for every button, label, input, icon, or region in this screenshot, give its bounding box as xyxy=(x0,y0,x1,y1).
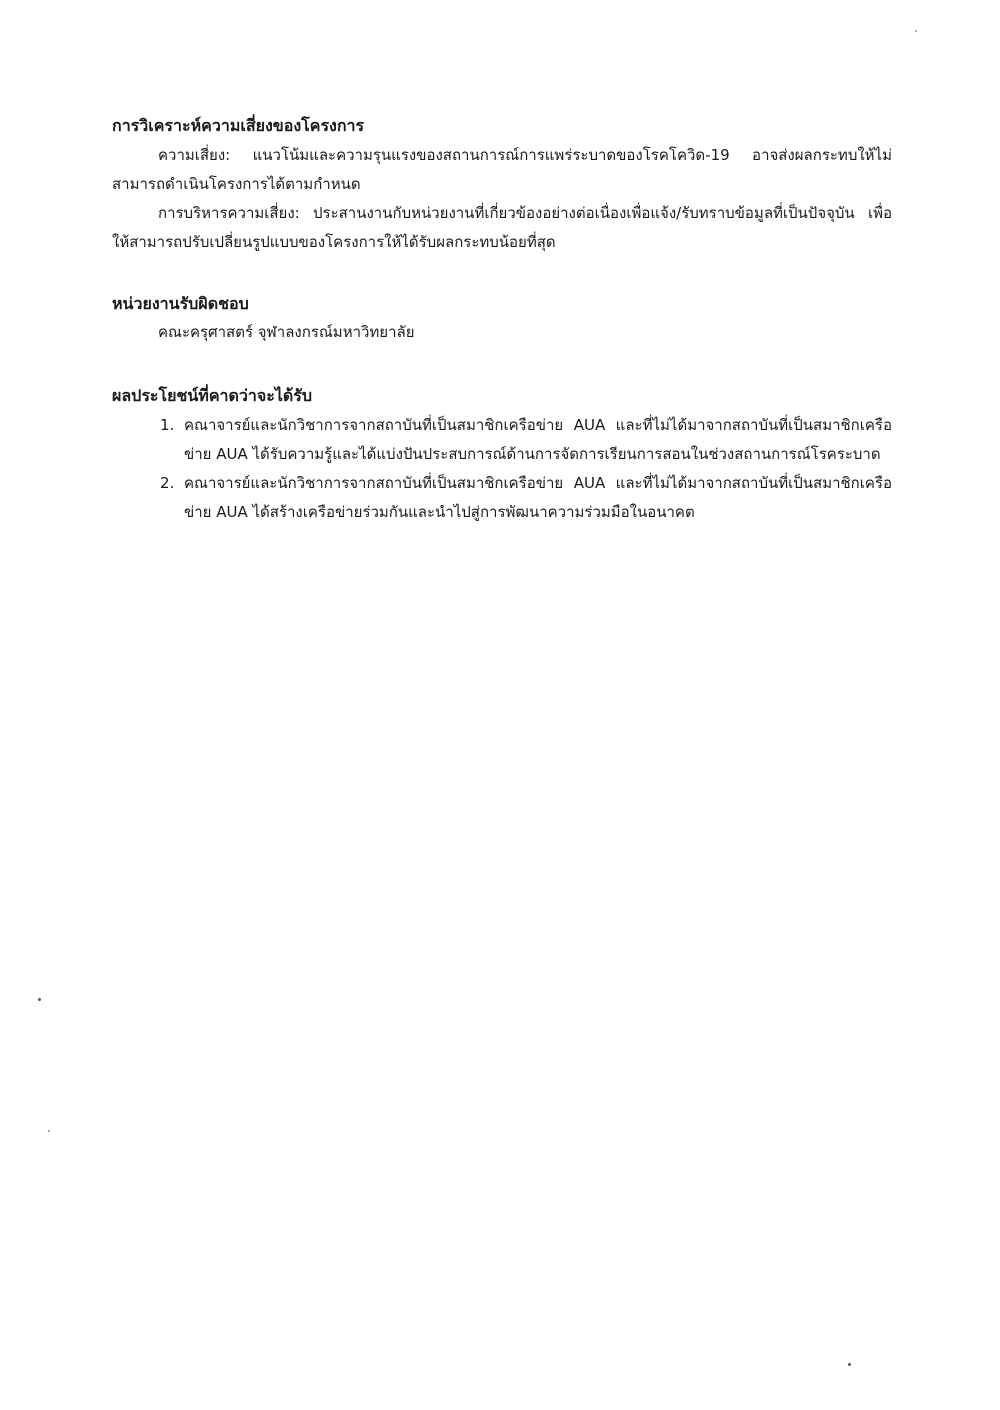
benefit-text: คณาจารย์และนักวิชาการจากสถาบันที่เป็นสมาชิกเครือข่าย AUA และที่ไม่ได้มาจากสถาบันที่เป็นสมาชิกเครือข่าย AUA ได้สร้างเครือข่ายร่วมกันและนำไปสู่การพัฒนาความร่วมมือในอนาคต xyxy=(184,474,892,521)
responsible-unit-section xyxy=(112,290,892,347)
scan-speck xyxy=(48,1130,50,1132)
benefit-number: 2. xyxy=(160,474,175,492)
benefit-text: คณาจารย์และนักวิชาการจากสถาบันที่เป็นสมาชิกเครือข่าย AUA และที่ไม่ได้มาจากสถาบันที่เป็นสมาชิกเครือข่าย AUA ได้รับความรู้และได้แบ่งปันประสบการณ์ด้านการจัดการเรียนการสอนในช่วงสถานการณ์โรคระบาด xyxy=(184,416,892,463)
risk-paragraph: ความเสี่ยง: แนวโน้มและความรุนแรงของสถานการณ์การแพร่ระบาดของโรคโควิด-19 อาจส่งผลกระทบให้ไม่สามารถดำเนินโครงการได้ตามกำหนด xyxy=(112,146,892,193)
scan-speck xyxy=(848,1363,851,1366)
responsible-unit-name: คณะครุศาสตร์ จุฬาลงกรณ์มหาวิทยาลัย xyxy=(158,323,415,341)
risk-analysis-section xyxy=(112,112,892,257)
responsible-unit-heading: หน่วยงานรับผิดชอบ xyxy=(112,294,249,313)
expected-benefits-heading: ผลประโยชน์ที่คาดว่าจะได้รับ xyxy=(112,386,313,405)
benefit-number: 1. xyxy=(160,416,175,434)
benefits-list xyxy=(112,411,892,527)
scan-speck xyxy=(915,30,917,32)
risk-analysis-heading: การวิเคราะห์ความเสี่ยงของโครงการ xyxy=(112,116,365,135)
expected-benefits-section xyxy=(112,382,892,527)
benefit-item xyxy=(112,411,892,469)
scan-speck xyxy=(38,998,41,1001)
benefit-item xyxy=(112,469,892,527)
risk-management-paragraph: การบริหารความเสี่ยง: ประสานงานกับหน่วยงานที่เกี่ยวข้องอย่างต่อเนื่องเพื่อแจ้ง/รับทราบข้อมูลที่เป็นปัจจุบัน เพื่อให้สามารถปรับเปลี่ยนรูปแบบของโครงการให้ได้รับผลกระทบน้อยที่สุด xyxy=(112,204,892,251)
